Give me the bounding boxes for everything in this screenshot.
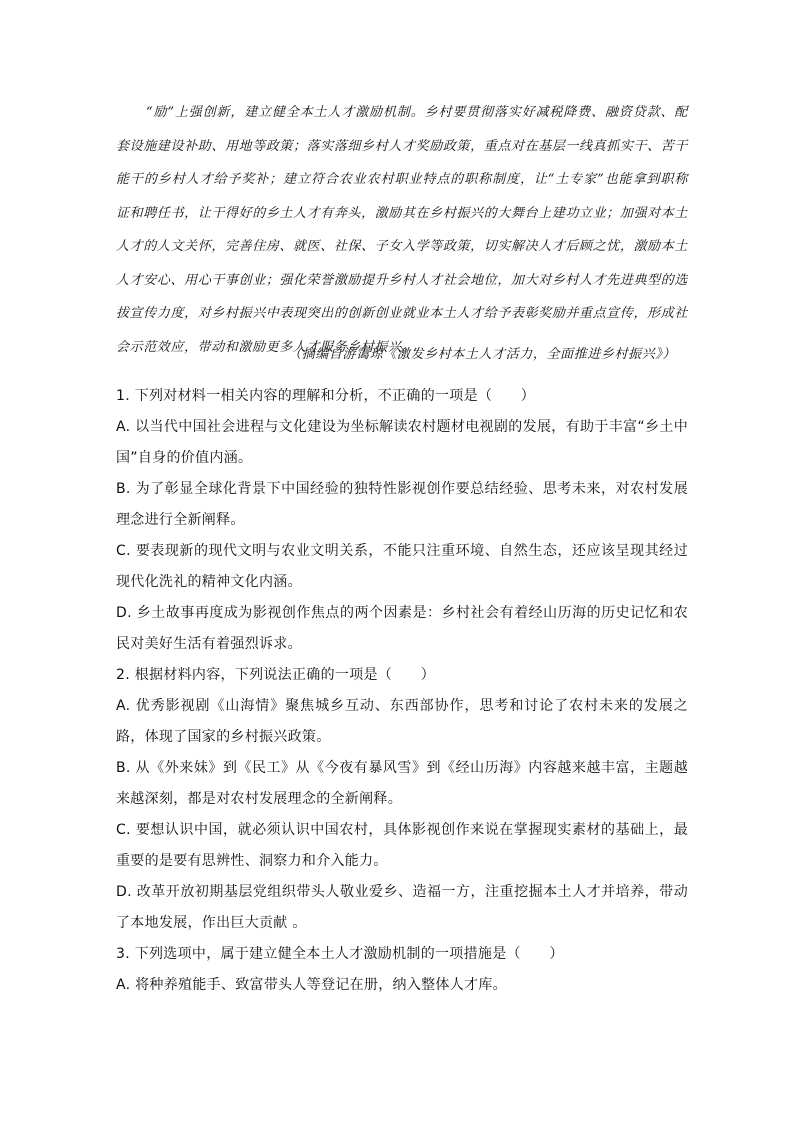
source-citation: （摘编自游霭琼《激发乡村本土人才活力，全面推进乡村振兴》） (288, 347, 676, 362)
question-2-option-b: B. 从《外来妹》到《民工》从《今夜有暴风雪》到《经山历海》内容越来越丰富，主题越来越深刻，都是对农村发展理念的全新阐释。 (116, 760, 688, 807)
question-list (116, 381, 688, 1001)
question-1-option-d: D. 乡土故事再度成为影视创作焦点的两个因素是：乡村社会有着经山历海的历史记忆和农民对美好生活有着强烈诉求。 (116, 605, 688, 652)
question-2-option-a: A. 优秀影视剧《山海情》聚焦城乡互动、东西部协作，思考和讨论了农村未来的发展之路，体现了国家的乡村振兴政策。 (116, 698, 688, 745)
question-1-option-c: C. 要表现新的现代文明与农业文明关系，不能只注重环境、自然生态，还应该呈现其经过现代化洗礼的精神文化内涵。 (116, 543, 688, 590)
question-2-option-d: D. 改革开放初期基层党组织带头人敬业爱乡、造福一方，注重挖掘本土人才并培养，带动了本地发展，作出巨大贡献 。 (116, 884, 688, 931)
question-3-option-a: A. 将种养殖能手、致富带头人等登记在册，纳入整体人才库。 (116, 977, 507, 993)
question-1-option-b: B. 为了彰显全球化背景下中国经验的独特性影视创作要总结经验、思考未来，对农村发展理念进行全新阐释。 (116, 481, 688, 528)
question-2-stem: 2. 根据材料内容，下列说法正确的一项是（ ） (116, 667, 436, 683)
passage-paragraph (116, 96, 688, 364)
question-2-option-c: C. 要想认识中国，就必须认识中国农村，具体影视创作来说在掌握现实素材的基础上，最重要的是要有思辨性、洞察力和介入能力。 (116, 822, 688, 869)
question-1-stem: 1. 下列对材料一相关内容的理解和分析，不正确的一项是（ ） (116, 388, 536, 404)
question-3-stem: 3. 下列选项中，属于建立健全本土人才激励机制的一项措施是（ ） (116, 946, 564, 962)
passage-text: “励”上强创新，建立健全本土人才激励机制。乡村要贯彻落实好减税降费、融资贷款、配套设施建设补助、用地等政策；落实落细乡村人才奖励政策，重点对在基层一线真抓实干、苦干能干的乡村人才给予奖补；建立符合农业农村职业特点的职称制度，让“土专家”也能拿到职称证和聘任书，让干得好的乡土人才有奔头，激励其在乡村振兴的大舞台上建功立业；加强对本土人才的人文关怀，完善住房、就医、社保、子女入学等政策，切实解决人才后顾之忧，激励本土人才安心、用心干事创业；强化荣誉激励提升乡村人才社会地位，加大对乡村人才先进典型的选拔宣传力度，对乡村振兴中表现突出的创新创业就业本土人才给予表彰奖励并重点宣传，形成社会示范效应，带动和激励更多人才服务乡村振兴。 (116, 105, 688, 355)
question-1-option-a: A. 以当代中国社会进程与文化建设为坐标解读农村题材电视剧的发展，有助于丰富“乡土中国”自身的价值内涵。 (116, 419, 688, 466)
